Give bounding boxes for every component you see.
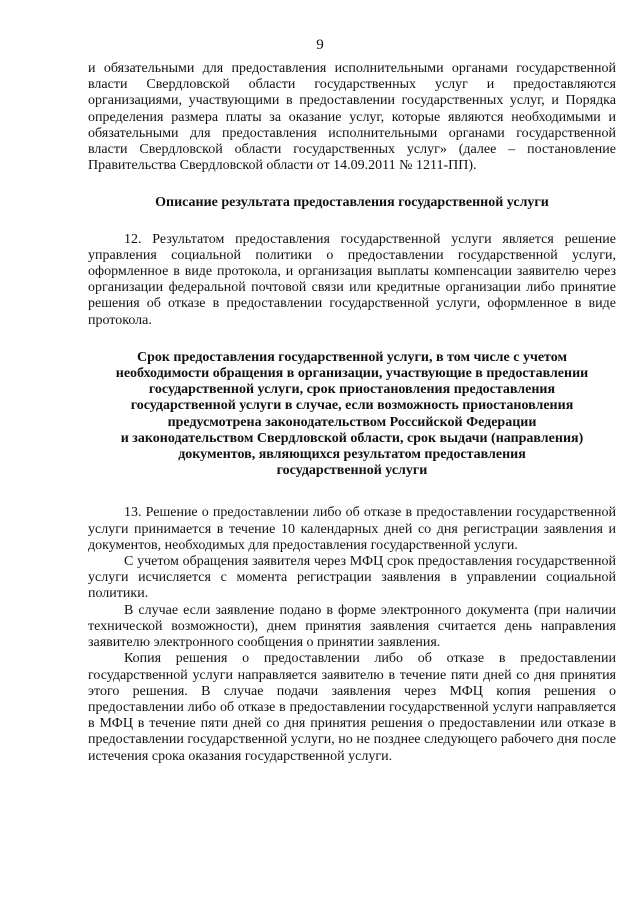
paragraph-13: 13. Решение о предоставлении либо об отказе в предоставлении государственной услуги принимается в течение 10 календарных дней со дня регистрации заявления и документов, необходимых для предоставления государственной услуги. <box>88 505 616 553</box>
heading-line: и законодательством Свердловской области, срок выдачи (направления) <box>120 430 584 446</box>
heading-line: предусмотрена законодательством Российской Федерации <box>167 414 537 430</box>
page-number: 9 <box>316 37 324 53</box>
heading-line: государственной услуги в случае, если возможность приостановления <box>130 398 574 414</box>
document-body <box>88 61 616 765</box>
heading-line: государственной услуги <box>276 463 428 479</box>
paragraph-13-electronic: В случае если заявление подано в форме электронного документа (при наличии технической возможности), днем принятия заявления считается день направления заявителю электронного сообщения о принятии заявления. <box>88 602 616 651</box>
heading-line: государственной услуги, срок приостановления предоставления <box>148 382 556 398</box>
heading-line: необходимости обращения в организации, участвующие в предоставлении <box>115 366 589 382</box>
paragraph-continuation: и обязательными для предоставления исполнительными органами государственной власти Свердловской области государственных услуг и предоставляются организациями, участвующими в предоставлении государственных услуг, и Порядка определения размера платы за оказание услуг, которые являются необходимыми и обязательными для предоставления исполнительными органами государственной власти Свердловской области государственных услуг» (далее – постановление Правительства Свердловской области от 14.09.2011 № 1211-ПП). <box>88 61 616 174</box>
paragraph-12: 12. Результатом предоставления государственной услуги является решение управления социальной политики о предоставлении государственной услуги, оформленное в виде протокола, и организация выплаты компенсации заявителю через организации федеральной почтовой связи или кредитные организации либо принятие решения об отказе в предоставлении государственной услуги, оформленное в виде протокола. <box>88 231 616 328</box>
heading-term-of-service <box>88 350 616 480</box>
heading-line: документов, являющихся результатом предоставления <box>178 447 526 463</box>
paragraph-13-mfc: С учетом обращения заявителя через МФЦ срок предоставления государственной услуги исчисляется с момента регистрации заявления в управлении социальной политики. <box>88 554 616 602</box>
heading-line: Срок предоставления государственной услуги, в том числе с учетом <box>136 349 568 365</box>
heading-result-description: Описание результата предоставления государственной услуги <box>155 195 549 211</box>
paragraph-13-copy: Копия решения о предоставлении либо об отказе в предоставлении государственной услуги направляется заявителю в течение пяти дней со дня принятия этого решения. В случае подачи заявления через МФЦ копия решения о предоставлении либо об отказе в предоставлении государственной услуги направляется в МФЦ в течение пяти дней со дня принятия решения о предоставлении или отказе в предоставлении государственной услуги, но не позднее следующего рабочего дня после истечения срока оказания государственной услуги. <box>88 651 616 764</box>
